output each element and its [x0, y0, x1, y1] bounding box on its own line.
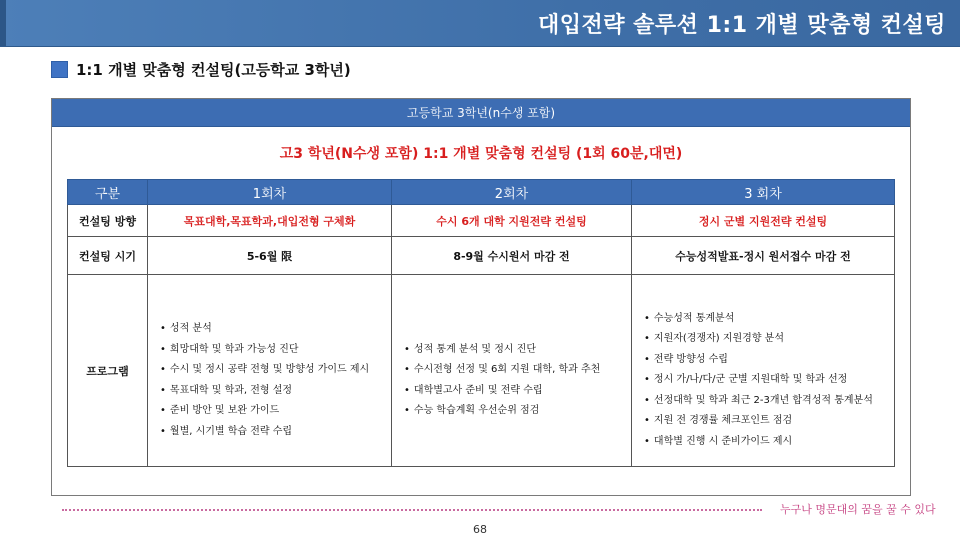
header-bar	[0, 0, 960, 47]
program-session-2	[392, 275, 632, 467]
table-header-row	[68, 180, 895, 205]
header-session-2: 2회차	[392, 180, 632, 205]
list-item-text: 성적 분석	[169, 323, 212, 334]
program-session-3	[632, 275, 895, 467]
list-item	[160, 381, 391, 402]
footer-slogan: 누구나 명문대의 꿈을 꿀 수 있다	[780, 503, 936, 516]
section-heading-text: 1:1 개별 맞춤형 컨설팅(고등학교 3학년)	[76, 60, 351, 79]
row-label-program: 프로그램	[68, 275, 148, 467]
timing-session-3: 수능성적발표-정시 원서접수 마감 전	[632, 237, 895, 275]
page-number: 68	[473, 523, 487, 536]
list-item	[644, 309, 894, 330]
consulting-box	[51, 98, 911, 496]
list-item	[404, 401, 631, 422]
bullet-icon: •	[644, 312, 650, 324]
consulting-table	[67, 179, 895, 467]
list-item	[644, 370, 894, 391]
list-item-text: 수시전형 선정 및 6회 지원 대학, 학과 추천	[413, 364, 601, 375]
list-item	[644, 391, 894, 412]
bullet-icon: •	[160, 405, 166, 416]
list-item	[160, 401, 391, 422]
bullet-icon: •	[404, 343, 410, 355]
section-heading	[51, 58, 351, 80]
list-item-text: 성적 통계 분석 및 정시 진단	[413, 343, 537, 355]
bullet-icon: •	[644, 333, 650, 345]
bullet-icon: •	[644, 394, 650, 406]
list-item	[404, 340, 631, 361]
list-item-text: 대학별 진행 시 준비가이드 제시	[653, 435, 793, 447]
bullet-icon: •	[160, 384, 166, 396]
list-item	[160, 422, 391, 443]
direction-session-3: 정시 군별 지원전략 컨설팅	[632, 205, 895, 237]
bullet-icon: •	[404, 405, 410, 416]
list-item-text: 대학별고사 준비 및 전략 수립	[413, 384, 543, 396]
header-session-1: 1회차	[148, 180, 392, 205]
page-title: 대입전략 솔루션 1:1 개별 맞춤형 컨설팅	[538, 13, 946, 38]
row-label-direction: 컨설팅 방향	[68, 205, 148, 237]
list-item-text: 지원자(경쟁자) 지원경향 분석	[653, 333, 784, 345]
bullet-icon: •	[404, 364, 410, 375]
list-item	[644, 432, 894, 453]
table-row-direction	[68, 205, 895, 237]
program-list-2	[404, 340, 631, 422]
header-session-3: 3 회차	[632, 180, 895, 205]
bullet-icon: •	[160, 425, 166, 437]
list-item	[160, 319, 391, 340]
bullet-icon: •	[644, 374, 650, 386]
list-item-text: 지원 전 경쟁률 체크포인트 점검	[653, 415, 793, 427]
list-item-text: 정시 가/나/다/군 군별 지원대학 및 학과 선정	[653, 374, 848, 386]
footer-divider	[62, 509, 762, 511]
program-session-1	[148, 275, 392, 467]
list-item-text: 희망대학 및 학과 가능성 진단	[169, 343, 299, 355]
bullet-icon: •	[644, 353, 650, 365]
list-item	[644, 329, 894, 350]
list-item-text: 수시 및 정시 공략 전형 및 방향성 가이드 제시	[169, 364, 370, 375]
timing-session-2: 8-9월 수시원서 마감 전	[392, 237, 632, 275]
table-row-timing	[68, 237, 895, 275]
direction-session-2: 수시 6개 대학 지원전략 컨설팅	[392, 205, 632, 237]
section-square-icon	[51, 61, 68, 78]
list-item-text: 전략 방향성 수립	[653, 353, 728, 365]
list-item-text: 수능 학습계획 우선순위 점검	[413, 405, 540, 416]
list-item-text: 월별, 시기별 학습 전략 수립	[169, 425, 293, 437]
bullet-icon: •	[644, 435, 650, 447]
list-item-text: 준비 방안 및 보완 가이드	[169, 405, 280, 416]
header-category: 구분	[68, 180, 148, 205]
bullet-icon: •	[160, 364, 166, 375]
list-item	[160, 340, 391, 361]
row-label-timing: 컨설팅 시기	[68, 237, 148, 275]
table-row-program	[68, 275, 895, 467]
bullet-icon: •	[644, 415, 650, 427]
program-list-3	[644, 309, 894, 453]
list-item-text: 수능성적 통계분석	[653, 312, 735, 324]
box-subtitle: 고3 학년(N수생 포함) 1:1 개별 맞춤형 컨설팅 (1회 60분,대면)	[279, 146, 683, 162]
list-item	[644, 350, 894, 371]
timing-session-1: 5-6월 限	[148, 237, 392, 275]
box-title: 고등학교 3학년(n수생 포함)	[52, 99, 910, 127]
list-item	[404, 360, 631, 381]
bullet-icon: •	[404, 384, 410, 396]
list-item-text: 목표대학 및 학과, 전형 설정	[169, 384, 293, 396]
list-item-text: 선정대학 및 학과 최근 2-3개년 합격성적 통계분석	[653, 394, 873, 406]
list-item	[160, 360, 391, 381]
program-list-1	[160, 319, 391, 442]
bullet-icon: •	[160, 343, 166, 355]
direction-session-1: 목표대학,목표학과,대입전형 구체화	[148, 205, 392, 237]
list-item	[644, 411, 894, 432]
list-item	[404, 381, 631, 402]
bullet-icon: •	[160, 323, 166, 334]
